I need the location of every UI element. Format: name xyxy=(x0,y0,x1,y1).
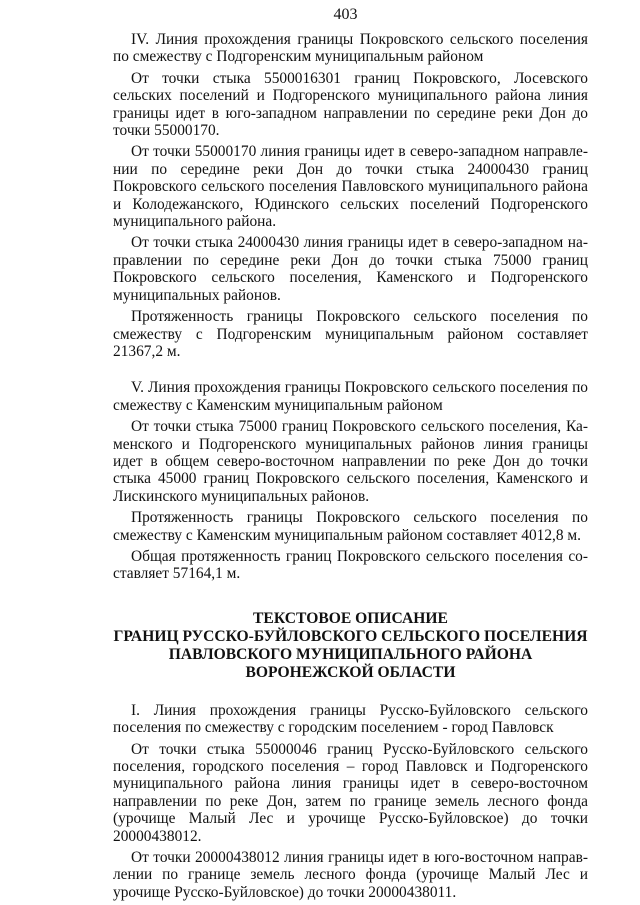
page-number: 403 xyxy=(333,6,358,23)
section-i-title: I. Линия прохождения границы Русско-Буйловского сельского поселения по смежеству с городским поселением - город Павловск xyxy=(113,701,588,737)
section-v-title: V. Линия прохождения границы Покровского сельского поселения по смежеству с Каменским муниципальным районом xyxy=(113,379,588,414)
section-iv-paragraph-1: От точки стыка 5500016301 границ Покровского, Лосевского сельских поселений и Подгоренского муниципального района линия границы идет в юго-западном направлении по середине реки Дон до точки 55000170. xyxy=(113,69,588,140)
section-iv-title: IV. Линия прохождения границы Покровского сельского поселения по смежеству с Подгоренским муниципальным районом xyxy=(113,31,588,66)
section-iv-paragraph-3: От точки стыка 24000430 линия границы идет в северо-западном направлении по середине реки Дон до точки стыка 75000 границ Покровского сельского поселения, Каменского и Подгоренского муниципальных районов. xyxy=(113,234,588,304)
section-spacer xyxy=(113,364,588,379)
heading-line-4: ВОРОНЕЖСКОЙ ОБЛАСТИ xyxy=(245,663,456,681)
section-i-paragraph-2: От точки 20000438012 линия границы идет в юго-восточном направлении по границе земель лесного фонда (урочище Малый Лес и урочище Русско-Буйловское) до точки 20000438011. xyxy=(113,849,588,901)
section-iv-paragraph-2: От точки 55000170 линия границы идет в северо-западном направлении по середине реки Дон до точки стыка 24000430 границ Покровского сельского поселения Павловского муниципального района и Колодежанского, Юдинского сельских поселений Подгоренского муниципального района. xyxy=(113,143,588,231)
section-v-paragraph-3: Общая протяженность границ Покровского сельского поселения составляет 57164,1 м. xyxy=(113,547,588,583)
heading-line-3: ПАВЛОВСКОГО МУНИЦИПАЛЬНОГО РАЙОНА xyxy=(168,645,533,663)
section-iv-paragraph-4: Протяженность границы Покровского сельского поселения по смежеству с Подгоренским муниципальным районом составляет 21367,2 м. xyxy=(113,308,588,360)
section-v-paragraph-1: От точки стыка 75000 границ Покровского сельского поселения, Каменского и Подгоренского муниципальных районов линия границы идет в общем северо-восточном направлении по реке Дон до точки стыка 45000 границ Покровского сельского поселения, Каменского и Лискинского муниципальных районов. xyxy=(113,418,588,505)
document-heading xyxy=(113,610,588,682)
heading-line-2: ГРАНИЦ РУССКО-БУЙЛОВСКОГО СЕЛЬСКОГО ПОСЕЛЕНИЯ xyxy=(113,627,588,645)
section-v-paragraph-2: Протяженность границы Покровского сельского поселения по смежеству с Каменским муниципальным районом составляет 4012,8 м. xyxy=(113,509,588,544)
heading-line-1: ТЕКСТОВОЕ ОПИСАНИЕ xyxy=(253,609,448,627)
section-i-paragraph-1: От точки стыка 55000046 границ Русско-Буйловского сельского поселения, городского поселения – город Павловск и Подгоренского муниципального района линия границы идет в северо-восточном направлении по реке Дон, затем по границе земель лесного фонда (урочище Малый Лес и урочище Русско-Буйловское) до точки 20000438012. xyxy=(113,740,588,845)
